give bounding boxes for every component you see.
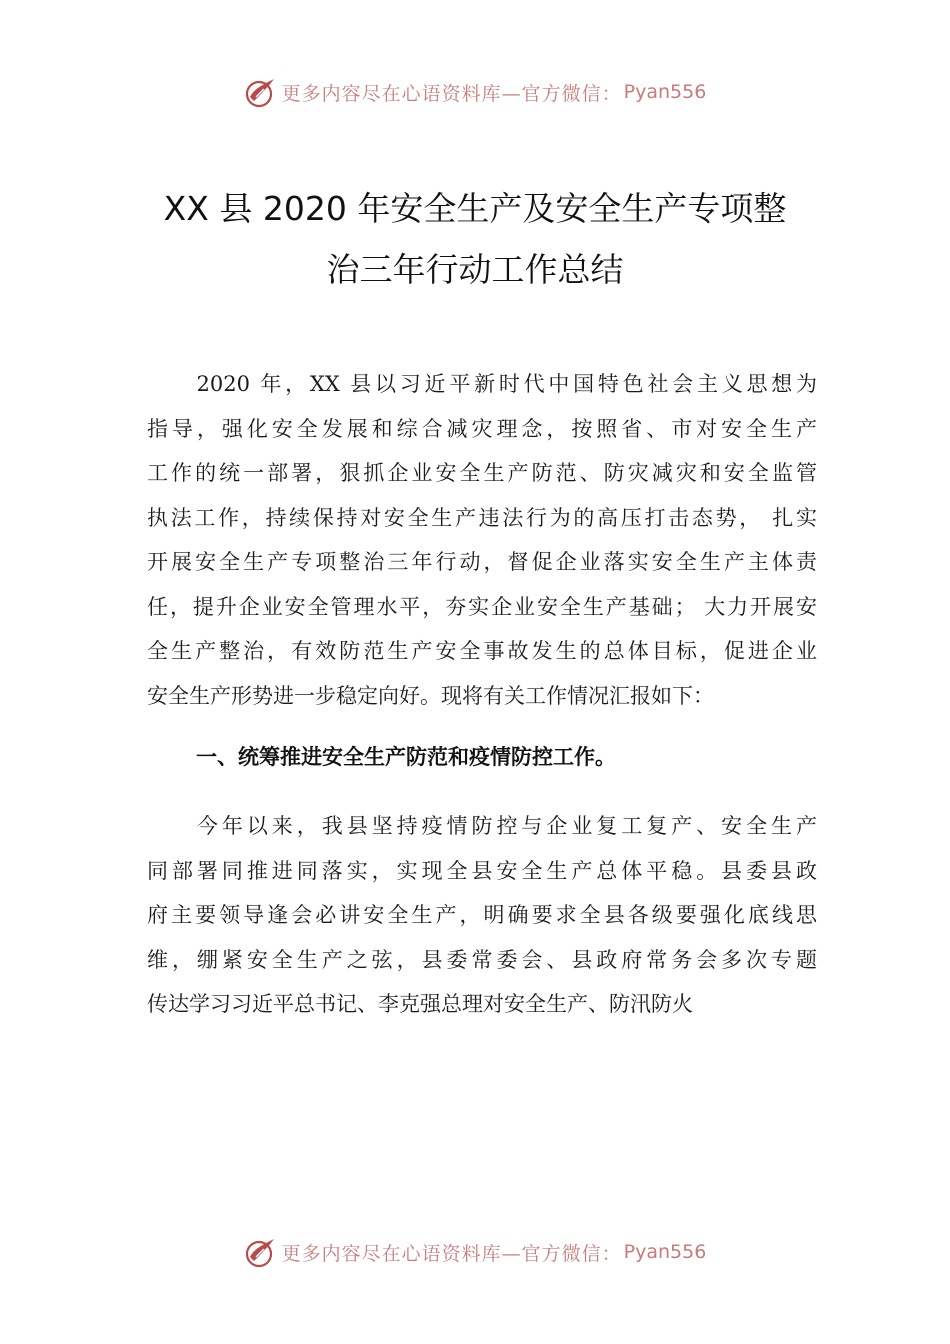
watermark-account: Pyan556 [623, 81, 707, 103]
document-title-line-2: 治三年行动工作总结 [326, 250, 624, 289]
paragraph-line: 同部署同推进同落实，实现全县安全生产总体平稳。县委县政 [147, 858, 817, 883]
watermark-text: 更多内容尽在心语资料库—官方微信： [281, 82, 622, 105]
bottom-watermark [0, 1232, 950, 1272]
paragraph-line: 维，绷紧安全生产之弦，县委常委会、县政府常务会多次专题 [147, 947, 817, 972]
top-watermark [0, 72, 950, 112]
paragraph-line: 指导，强化安全发展和综合减灾理念，按照省、市对安全生产 [147, 416, 817, 441]
paragraph-line: 工作的统一部署，狠抓企业安全生产防范、防灾减灾和安全监管 [147, 461, 817, 485]
document-title-line-1: XX 县 2020 年安全生产及安全生产专项整 [163, 189, 787, 228]
watermark-text: 更多内容尽在心语资料库—官方微信： [281, 1242, 622, 1265]
section-1-heading: 一、统筹推进安全生产防范和疫情防控工作。 [196, 745, 616, 769]
watermark-account: Pyan556 [623, 1241, 707, 1263]
paragraph-line: 传达学习习近平总书记、李克强总理对安全生产、防汛防火 [147, 992, 693, 1016]
section-1-paragraph [147, 804, 817, 1027]
pen-logo-icon [244, 75, 278, 109]
paragraph-line: 2020 年，XX 县以习近平新时代中国特色社会主义思想为 [147, 372, 817, 396]
paragraph-line: 今年以来，我县坚持疫情防控与企业复工复产、安全生产 [147, 814, 817, 838]
paragraph-line: 执法工作，持续保持对安全生产违法行为的高压打击态势， 扎实 [147, 505, 817, 530]
paragraph-line: 开展安全生产专项整治三年行动，督促企业落实安全生产主体责 [147, 550, 817, 574]
intro-paragraph [147, 362, 817, 718]
pen-logo-icon [244, 1235, 278, 1269]
paragraph-line: 安全生产形势进一步稳定向好。现将有关工作情况汇报如下： [147, 683, 714, 708]
paragraph-line: 府主要领导逢会必讲安全生产，明确要求全县各级要强化底线思 [147, 903, 817, 927]
paragraph-line: 全生产整治，有效防范生产安全事故发生的总体目标，促进企业 [147, 639, 817, 663]
paragraph-line: 任，提升企业安全管理水平，夯实企业安全生产基础； 大力开展安 [147, 594, 817, 619]
